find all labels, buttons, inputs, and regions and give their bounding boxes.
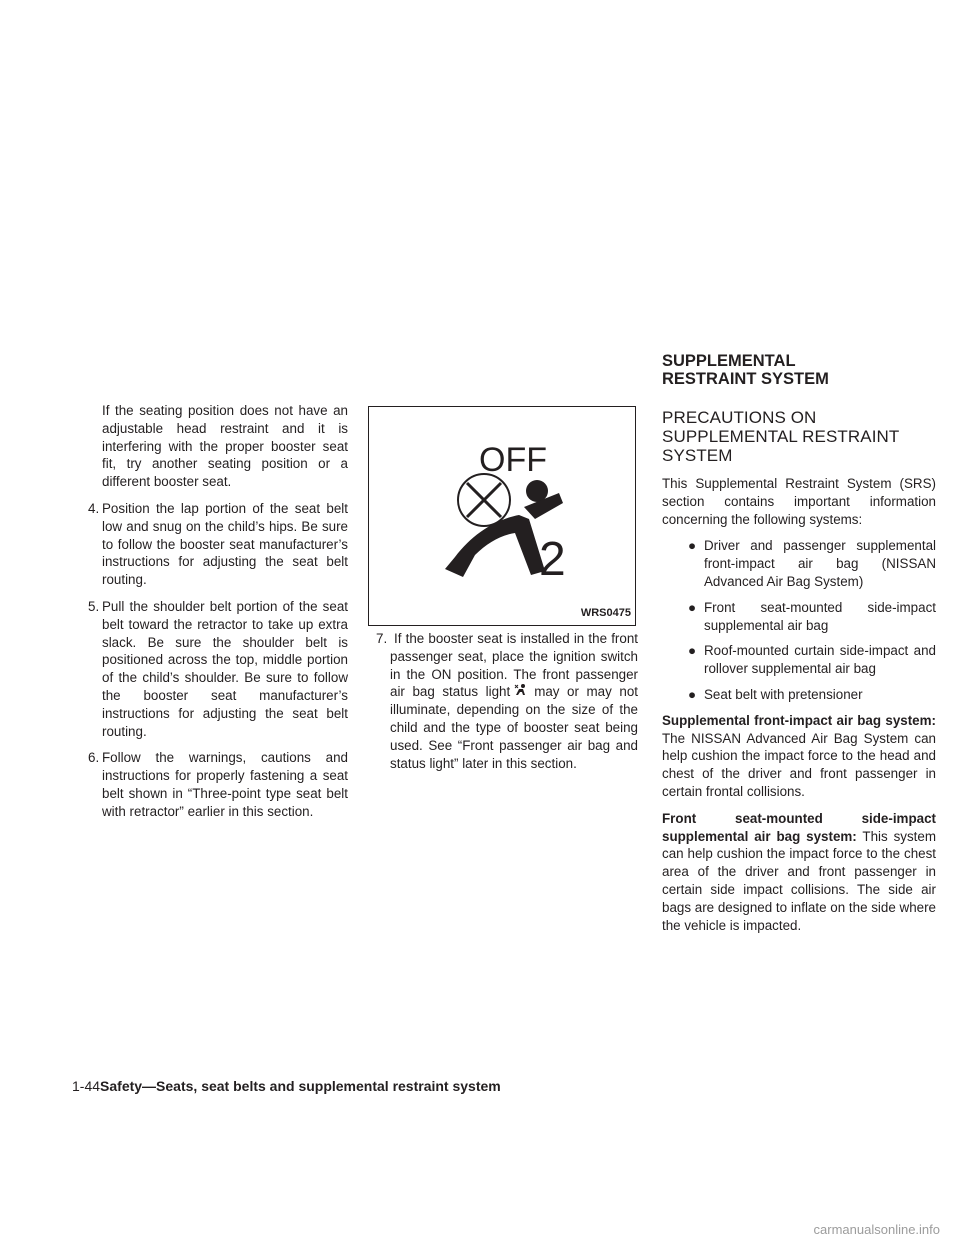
watermark: carmanualsonline.info — [813, 1222, 940, 1237]
systems-list — [662, 537, 936, 703]
front-impact-paragraph — [662, 712, 936, 801]
paragraph-text: This system can help cushion the impact force to the chest area of the driver and front passenger in certain side impact collisions. The side air bags are designed to inflate on the side where the vehicle is impacted. — [662, 828, 936, 933]
paragraph-lead: Supplemental front-impact air bag system: — [662, 712, 936, 728]
left-column — [72, 402, 348, 830]
step-number: 7. — [376, 631, 388, 646]
side-impact-paragraph — [662, 810, 936, 935]
page-number: 1-44 — [72, 1078, 101, 1094]
figure-seat-number: 2 — [539, 533, 566, 586]
passenger-airbag-off-icon — [369, 407, 637, 627]
airbag-status-light-icon — [514, 683, 528, 697]
step-number: 5. — [88, 598, 100, 614]
step-7 — [368, 630, 638, 772]
airbag-status-figure — [368, 406, 636, 626]
paragraph-lead: Front seat-mounted side-impact supplemental air bag system: — [662, 810, 936, 844]
list-item: ● Roof-mounted curtain side-impact and rollover supplemental air bag — [688, 643, 936, 677]
step-text: Pull the shoulder belt portion of the seat belt toward the retractor to take up extra slack. Be sure the shoulder belt is positioned across the top, middle portion of the child’s shoulder. Be sure to follow the booster seat manufacturer’s instructions for adjusting the seat belt routing. — [102, 598, 348, 739]
page-footer — [72, 1078, 501, 1094]
step-4 — [72, 500, 348, 589]
srs-intro: This Supplemental Restraint System (SRS) section contains important information concerning the following systems: — [662, 476, 936, 527]
bullet-icon: ● — [688, 686, 697, 702]
step-5 — [72, 598, 348, 740]
list-item: ● Driver and passenger supplemental front-impact air bag (NISSAN Advanced Air Bag System) — [688, 538, 936, 589]
step-text: Follow the warnings, cautions and instructions for properly fastening a seat belt shown in “Three-point type seat belt with retractor” earlier in this section. — [102, 750, 348, 819]
step-text-part1: If the booster seat is installed in the front passenger seat, place the ignition switch in the ON position. The front passenger air bag status light — [390, 631, 638, 700]
step-text-part2: may or may not illuminate, depending on the size of the child and the type of booster seat being used. See “Front passenger air bag and status light” later in this section. — [390, 684, 638, 771]
intro-paragraph: If the seating position does not have an adjustable head restraint and it is interfering with the proper booster seat fit, try another seating position or a different booster seat. — [102, 403, 348, 490]
figure-code: WRS0475 — [580, 607, 631, 620]
step-number: 6. — [88, 750, 100, 766]
bullet-icon: ● — [688, 538, 697, 554]
figure-off-label: OFF — [479, 441, 547, 479]
bullet-icon: ● — [688, 643, 697, 659]
bullet-icon: ● — [688, 599, 697, 615]
list-item: ● Seat belt with pretensioner — [688, 686, 863, 702]
section-title: PRECAUTIONS ON SUPPLEMENTAL RESTRAINT SYSTEM — [662, 408, 900, 465]
chapter-title: SUPPLEMENTAL RESTRAINT SYSTEM — [662, 352, 829, 388]
step-6 — [72, 749, 348, 820]
step-number: 4. — [88, 500, 100, 516]
list-item: ● Front seat-mounted side-impact supplemental air bag — [688, 599, 936, 633]
chapter-footer-title: Safety—Seats, seat belts and supplemental restraint system — [100, 1078, 501, 1094]
step-text: Position the lap portion of the seat belt low and snug on the child’s hips. Be sure to follow the booster seat manufacturer’s instructions for adjusting the seat belt routing. — [102, 500, 348, 588]
paragraph-text: The NISSAN Advanced Air Bag System can help cushion the impact force to the head and chest of the driver and front passenger in certain frontal collisions. — [662, 730, 936, 799]
middle-column — [368, 406, 638, 781]
right-column — [662, 352, 936, 943]
